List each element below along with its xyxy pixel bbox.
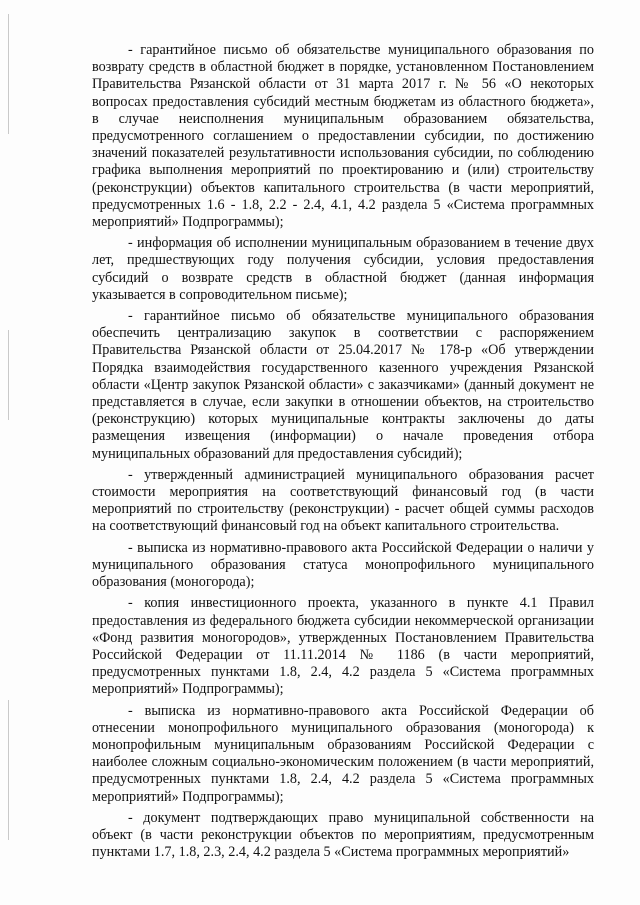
paragraph-investment-project-copy: - копия инвестиционного проекта, указанного в пункте 4.1 Правил предоставления из федерального бюджета субсидии некоммерческой организации «Фонд развития моногородов», утвержденных Постановлением Правительства Российской Федерации от 11.11.2014 № 1186 (в части мероприятий, предусмотренных пунктами 1.8, 2.4, 4.2 раздела 5 «Система программных мероприятий» Подпрограммы); (92, 595, 594, 698)
paragraph-guarantee-letter-return: - гарантийное письмо об обязательстве муниципального образования по возврату средств в областной бюджет в порядке, установленном Постановлением Правительства Рязанской области от 31 марта 2017 г. № 56 «О некоторых вопросах предоставления субсидий местным бюджетам из областного бюджета», в случае неисполнения муниципальным образованием обязательства, предусмотренного соглашением о предоставлении субсидии, по достижению значений показателей результативности использования субсидии, по соблюдению графика выполнения мероприятий по проектированию и (или) строительству (реконструкции) объектов капитального строительства (в части мероприятий, предусмотренных 1.6 - 1.8, 2.2 - 2.4, 4.1, 4.2 раздела 5 «Система программных мероприятий» Подпрограммы); (92, 42, 594, 231)
document-body (92, 42, 594, 865)
paragraph-monotown-status-extract: - выписка из нормативно-правового акта Российской Федерации о наличи у муниципального образования статуса монопрофильного муниципального образования (моногорода); (92, 539, 594, 591)
scan-edge-artifact (8, 14, 9, 134)
scan-edge-artifact (8, 330, 9, 420)
paragraph-execution-info: - информация об исполнении муниципальным образованием в течение двух лет, предшествующих году получения субсидии, условия предоставления субсидий о возврате средств в областной бюджет (данная информация указывается в сопроводительном письме); (92, 235, 594, 303)
paragraph-guarantee-letter-procurement: - гарантийное письмо об обязательстве муниципального образования обеспечить централизацию закупок в соответствии с распоряжением Правительства Рязанской области от 25.04.2017 № 178-р «Об утверждении Порядка взаимодействия государственного казенного учреждения Рязанской области «Центр закупок Рязанской области» с заказчиками» (данный документ не представляется в случае, если закупки в отношении объектов, на строительство (реконструкцию) которых муниципальные контракты заключены до даты размещения извещения (информации) о начале проведения отбора муниципальных образований для предоставления субсидий); (92, 308, 594, 462)
paragraph-cost-calculation: - утвержденный администрацией муниципального образования расчет стоимости мероприятия на соответствующий финансовый год (в части мероприятий по строительству (реконструкции) - расчет общей суммы расходов на соответствующий финансовый год на объект капитального строительства. (92, 466, 594, 535)
paragraph-ownership-document: - документ подтверждающих право муниципальной собственности на объект (в части реконструкции объектов по мероприятиям, предусмотренным пунктами 1.7, 1.8, 2.3, 2.4, 4.2 раздела 5 «Система программных мероприятий» (92, 809, 594, 861)
scan-edge-artifact (8, 700, 9, 840)
paragraph-monotown-classification-extract: - выписка из нормативно-правового акта Российской Федерации об отнесении монопрофильного муниципального образования (моногорода) к монопрофильным муниципальным образованиям Российской Федерации с наиболее сложным социально-экономическим положением (в части мероприятий, предусмотренных пунктами 1.8, 2.4, 4.2 раздела 5 «Система программных мероприятий» Подпрограммы); (92, 702, 594, 805)
